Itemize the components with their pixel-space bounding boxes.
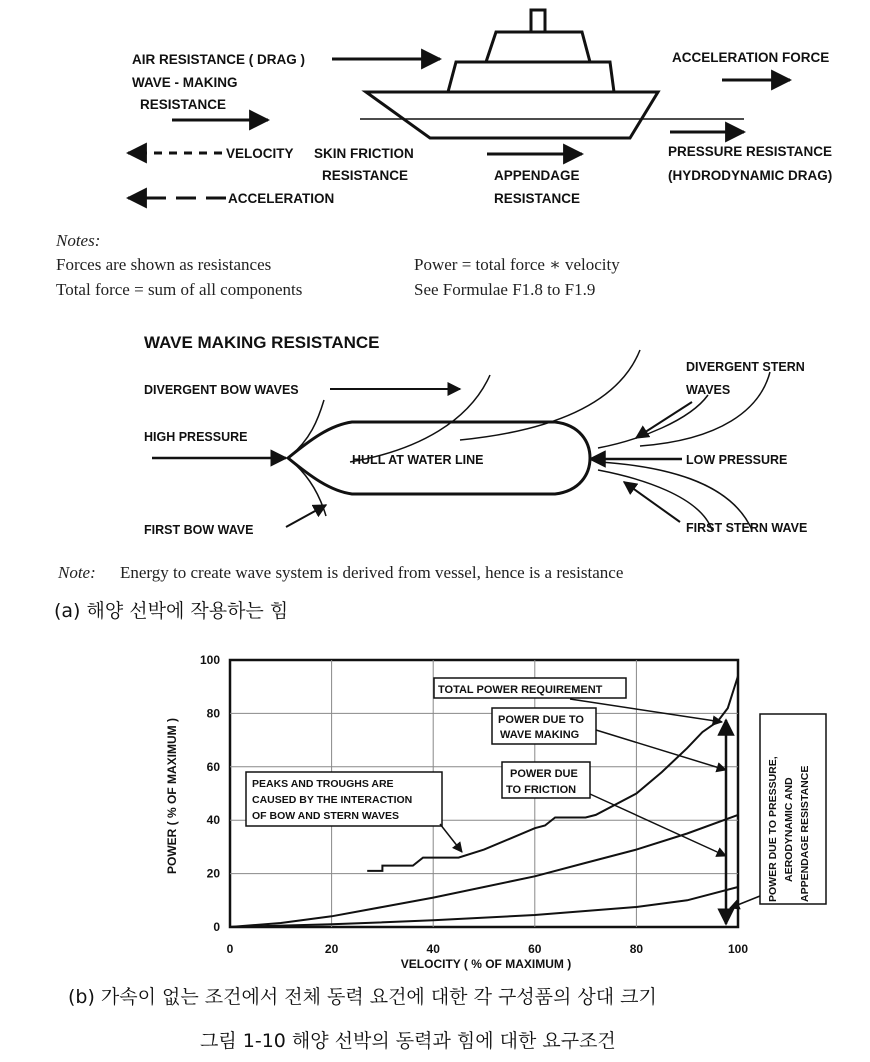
arrow-divergent-stern	[636, 402, 692, 438]
label-velocity: VELOCITY	[226, 146, 294, 161]
label-pressure-2: (HYDRODYNAMIC DRAG)	[668, 168, 833, 183]
wave-title: WAVE MAKING RESISTANCE	[144, 333, 380, 352]
label-wave-making-2: RESISTANCE	[140, 97, 227, 112]
x-tick-label: 100	[727, 942, 749, 956]
arrow-peaks	[440, 824, 462, 852]
wave-diagram	[144, 333, 807, 537]
figure-title: 그림 1-10 해양 선박의 동력과 힘에 대한 요구조건	[200, 1030, 616, 1052]
y-tick-label: 60	[206, 759, 220, 774]
annotation-pressure-1: POWER DUE TO PRESSURE,	[767, 756, 779, 902]
label-first-stern: FIRST STERN WAVE	[686, 521, 808, 535]
label-pressure-1: PRESSURE RESISTANCE	[668, 144, 833, 159]
y-tick-label: 20	[206, 866, 220, 881]
annotation-peaks-3: OF BOW AND STERN WAVES	[252, 810, 399, 822]
annotation-wave-1: POWER DUE TO	[498, 714, 584, 726]
y-tick-label: 100	[199, 653, 220, 667]
annotation-pressure-3: APPENDAGE RESISTANCE	[799, 765, 811, 902]
x-tick-label: 60	[528, 942, 542, 956]
series-friction-power	[230, 815, 738, 927]
label-appendage-2: RESISTANCE	[494, 191, 581, 206]
label-acceleration-force: ACCELERATION FORCE	[672, 50, 830, 65]
caption-a: (a) 해양 선박에 작용하는 힘	[54, 600, 289, 622]
label-first-bow: FIRST BOW WAVE	[144, 523, 254, 537]
x-tick-label: 0	[226, 942, 234, 956]
annotation-friction-1: POWER DUE	[510, 768, 578, 780]
label-low-pressure: LOW PRESSURE	[686, 453, 788, 467]
caption-b: (b) 가속이 없는 조건에서 전체 동력 요건에 대한 각 구성품의 상대 크기	[68, 986, 657, 1008]
arrow-wave	[596, 730, 726, 770]
arrow-first-bow	[286, 505, 326, 527]
label-air-resistance: AIR RESISTANCE ( DRAG )	[132, 52, 306, 67]
label-skin-friction-1: SKIN FRICTION	[314, 146, 414, 161]
notes-right-1: Power = total force ∗ velocity	[414, 255, 620, 274]
x-axis-label: VELOCITY ( % OF MAXIMUM )	[400, 957, 572, 971]
arrow-pressure-annot	[730, 896, 760, 908]
note2-text: Energy to create wave system is derived from vessel, hence is a resistance	[120, 563, 624, 582]
hull-label: HULL AT WATER LINE	[352, 453, 484, 467]
label-divergent-stern-1: DIVERGENT STERN	[686, 360, 805, 374]
label-high-pressure: HIGH PRESSURE	[144, 430, 248, 444]
arrow-friction	[590, 794, 726, 856]
divergent-bow-wave-2	[460, 350, 640, 440]
x-tick-label: 40	[426, 942, 440, 956]
annotation-peaks-2: CAUSED BY THE INTERACTION	[252, 794, 413, 806]
notes-left-1: Forces are shown as resistances	[56, 255, 272, 274]
notes-block	[55, 231, 620, 299]
annotation-pressure-2: AERODYNAMIC AND	[783, 777, 795, 882]
label-divergent-stern-2: WAVES	[686, 383, 731, 397]
label-appendage-1: APPENDAGE	[494, 168, 580, 183]
label-acceleration: ACCELERATION	[228, 191, 335, 206]
notes-title: Notes:	[56, 231, 101, 250]
x-tick-label: 80	[629, 942, 644, 956]
notes-right-2: See Formulae F1.8 to F1.9	[414, 280, 596, 299]
label-divergent-bow: DIVERGENT BOW WAVES	[144, 383, 299, 397]
label-wave-making-1: WAVE - MAKING	[132, 75, 238, 90]
power-chart	[165, 653, 826, 971]
y-tick-label: 0	[213, 920, 220, 934]
bow-wave-upper	[290, 400, 324, 456]
notes-left-2: Total force = sum of all components	[56, 280, 303, 299]
ship-diagram	[128, 10, 832, 206]
annotation-wave-2: WAVE MAKING	[500, 729, 580, 741]
series-pressure-power	[230, 887, 738, 927]
annotation-peaks-1: PEAKS AND TROUGHS ARE	[252, 778, 394, 790]
note2-label: Note:	[58, 563, 96, 582]
y-tick-label: 40	[206, 813, 220, 828]
x-tick-label: 20	[324, 942, 339, 956]
note2	[57, 563, 623, 582]
arrow-first-stern	[624, 482, 680, 522]
y-tick-label: 80	[206, 706, 220, 721]
label-skin-friction-2: RESISTANCE	[322, 168, 409, 183]
annotation-total: TOTAL POWER REQUIREMENT	[438, 684, 603, 696]
annotation-friction-2: TO FRICTION	[506, 784, 577, 796]
y-axis-label: POWER ( % OF MAXIMUM )	[165, 718, 179, 874]
